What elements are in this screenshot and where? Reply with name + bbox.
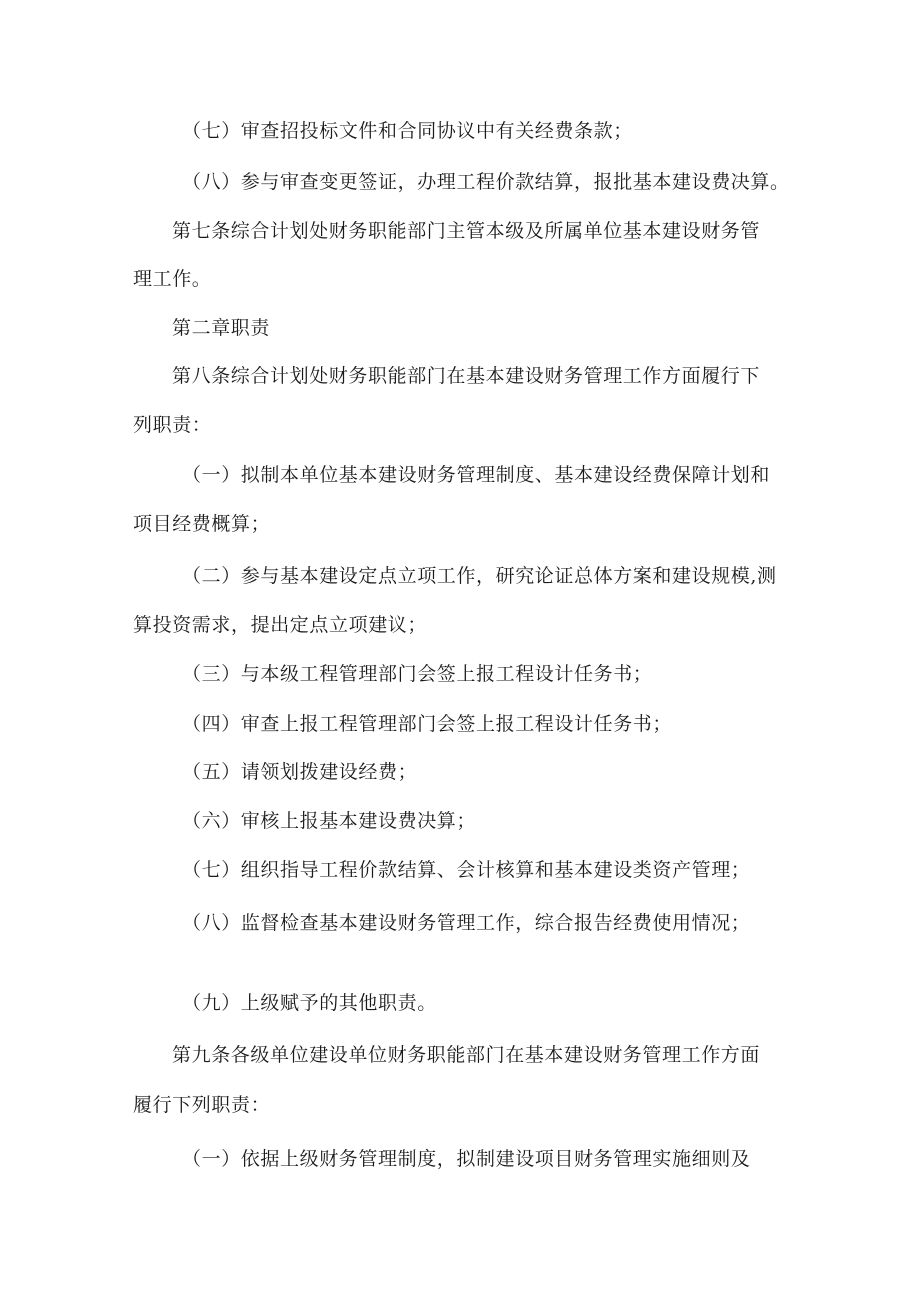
clause-line: （八）监督检查基本建设财务管理工作，综合报告经费使用情况； — [182, 912, 751, 934]
clause-continuation: 项目经费概算； — [133, 513, 271, 535]
chapter-heading: 第二章职责 — [172, 317, 271, 339]
clause-continuation: 算投资需求，提出定点立项建议； — [133, 614, 428, 636]
clause-line: （一）拟制本单位基本建设财务管理制度、基本建设经费保障计划和 — [182, 464, 771, 486]
article-line: 第八条综合计划处财务职能部门在基本建设财务管理工作方面履行下 — [172, 365, 761, 387]
clause-line: （一）依据上级财务管理制度，拟制建设项目财务管理实施细则及 — [182, 1148, 751, 1170]
article-continuation: 理工作。 — [133, 268, 212, 290]
clause-line: （七）审查招投标文件和合同协议中有关经费条款； — [182, 120, 633, 142]
article-line: 第七条综合计划处财务职能部门主管本级及所属单位基本建设财务管 — [172, 220, 761, 242]
clause-line: （六）审核上报基本建设费决算； — [182, 810, 477, 832]
clause-line: （九）上级赋予的其他职责。 — [182, 992, 437, 1014]
article-line: 第九条各级单位建设单位财务职能部门在基本建设财务管理工作方面 — [172, 1044, 761, 1066]
clause-line: （二）参与基本建设定点立项工作，研究论证总体方案和建设规模,测 — [182, 565, 777, 587]
clause-line: （八）参与审查变更签证，办理工程价款结算，报批基本建设费决算。 — [182, 171, 790, 193]
clause-line: （七）组织指导工程价款结算、会计核算和基本建设类资产管理； — [182, 859, 751, 881]
article-continuation: 列职责： — [133, 414, 212, 436]
clause-line: （五）请领划拨建设经费； — [182, 761, 418, 783]
article-continuation: 履行下列职责： — [133, 1094, 271, 1116]
clause-line: （四）审查上报工程管理部门会签上报工程设计任务书； — [182, 713, 673, 735]
clause-line: （三）与本级工程管理部门会签上报工程设计任务书； — [182, 663, 653, 685]
